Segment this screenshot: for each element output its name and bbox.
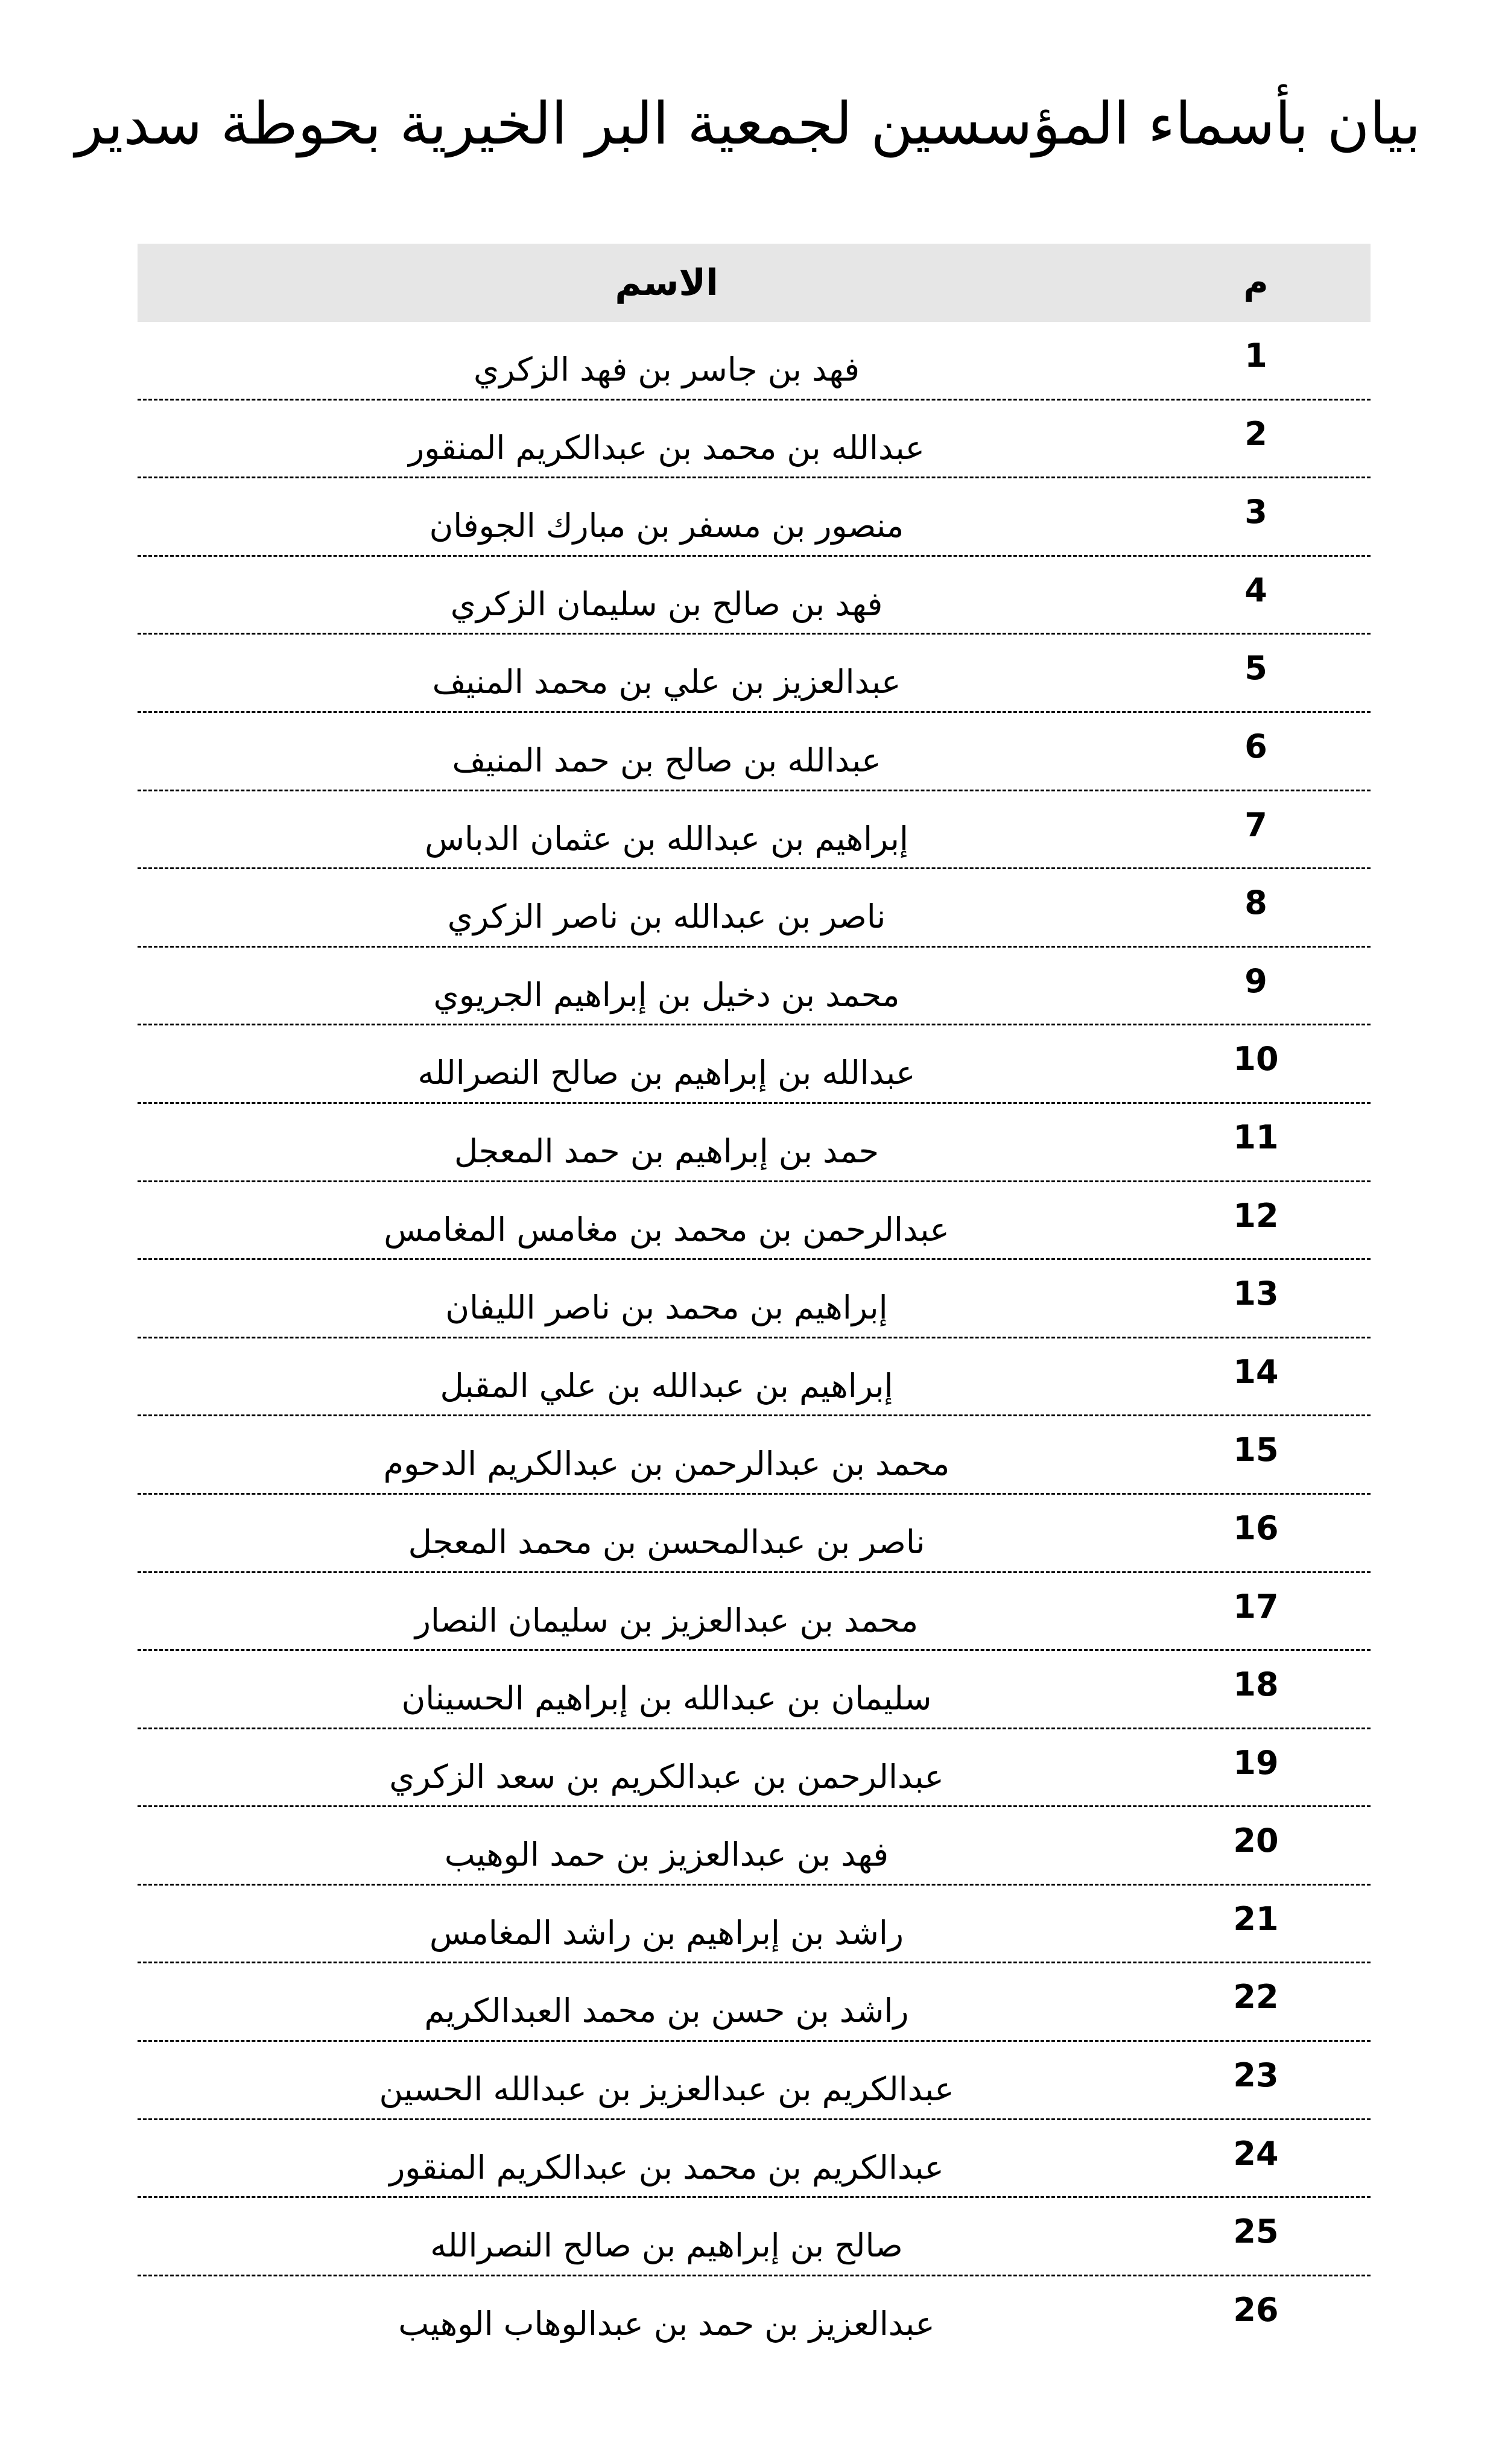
table-row	[138, 948, 1371, 1026]
table-row	[138, 1104, 1371, 1182]
row-number: 24	[1233, 2134, 1279, 2173]
row-name: إبراهيم بن محمد بن ناصر الليفان	[445, 1288, 888, 1327]
row-name: عبدالعزيز بن حمد بن عبدالوهاب الوهيب	[398, 2304, 935, 2343]
table-row	[138, 1260, 1371, 1338]
row-name: عبدالله بن صالح بن حمد المنيف	[452, 741, 881, 779]
row-name: فهد بن جاسر بن فهد الزكري	[473, 350, 860, 388]
row-name: إبراهيم بن عبدالله بن عثمان الدباس	[425, 819, 908, 858]
table-row	[138, 1182, 1371, 1261]
row-number: 20	[1233, 1822, 1279, 1860]
table-row	[138, 322, 1371, 401]
row-number: 13	[1233, 1275, 1279, 1313]
table-row	[138, 478, 1371, 557]
row-name: محمد بن دخيل بن إبراهيم الجريوي	[433, 975, 900, 1014]
table-row	[138, 1495, 1371, 1573]
row-name: ناصر بن عبدالمحسن بن محمد المعجل	[408, 1522, 925, 1561]
row-number: 14	[1233, 1352, 1279, 1391]
column-header-name: الاسم	[615, 262, 718, 304]
row-name: عبدالرحمن بن عبدالكريم بن سعد الزكري	[389, 1757, 944, 1796]
row-name: فهد بن عبدالعزيز بن حمد الوهيب	[444, 1835, 889, 1874]
table-body	[138, 322, 1371, 2354]
row-name: عبدالكريم بن محمد بن عبدالكريم المنقور	[389, 2148, 944, 2187]
row-name: حمد بن إبراهيم بن حمد المعجل	[454, 1132, 879, 1170]
row-number: 16	[1233, 1509, 1279, 1547]
table-row	[138, 713, 1371, 791]
row-name: راشد بن حسن بن محمد العبدالكريم	[424, 1992, 909, 2030]
table-row	[138, 2120, 1371, 2199]
table-row	[138, 2198, 1371, 2276]
row-name: إبراهيم بن عبدالله بن علي المقبل	[440, 1366, 893, 1405]
row-name: عبدالله بن محمد بن عبدالكريم المنقور	[408, 428, 925, 467]
row-number: 3	[1244, 493, 1267, 531]
column-header-number: م	[1243, 263, 1269, 302]
row-name: فهد بن صالح بن سليمان الزكري	[450, 584, 883, 623]
row-number: 18	[1233, 1665, 1279, 1704]
table-row	[138, 1338, 1371, 1417]
row-name: منصور بن مسفر بن مبارك الجوفان	[429, 507, 904, 545]
row-number: 1	[1244, 337, 1267, 375]
row-number: 4	[1244, 571, 1267, 609]
table-row	[138, 401, 1371, 479]
row-number: 9	[1244, 961, 1267, 1000]
table-row	[138, 557, 1371, 635]
table-row	[138, 1651, 1371, 1729]
row-number: 8	[1244, 884, 1267, 922]
row-name: عبدالعزيز بن علي بن محمد المنيف	[432, 663, 901, 702]
founders-table	[138, 244, 1371, 2354]
table-row	[138, 1573, 1371, 1652]
row-name: عبدالكريم بن عبدالعزيز بن عبدالله الحسين	[379, 2070, 954, 2109]
table-row	[138, 2042, 1371, 2120]
row-number: 6	[1244, 727, 1267, 765]
row-number: 7	[1244, 805, 1267, 844]
row-name: سليمان بن عبدالله بن إبراهيم الحسينان	[401, 1679, 932, 1718]
row-number: 26	[1233, 2290, 1279, 2329]
table-row	[138, 1416, 1371, 1495]
row-name: صالح بن إبراهيم بن صالح النصرالله	[430, 2226, 903, 2265]
table-row	[138, 1729, 1371, 1808]
row-number: 22	[1233, 1978, 1279, 2016]
table-row	[138, 791, 1371, 870]
row-number: 25	[1233, 2212, 1279, 2251]
row-name: عبدالله بن إبراهيم بن صالح النصرالله	[417, 1054, 916, 1092]
table-row	[138, 1025, 1371, 1104]
table-row	[138, 869, 1371, 948]
row-number: 2	[1244, 414, 1267, 453]
row-number: 17	[1233, 1587, 1279, 1626]
page-title: بيان بأسماء المؤسسين لجمعية البر الخيرية بحوطة سدير	[75, 90, 1421, 157]
table-header	[138, 244, 1371, 322]
row-name: محمد بن عبدالعزيز بن سليمان النصار	[414, 1601, 919, 1639]
row-number: 5	[1244, 649, 1267, 688]
table-row	[138, 1963, 1371, 2042]
row-number: 19	[1233, 1743, 1279, 1782]
table-row	[138, 1807, 1371, 1886]
row-number: 12	[1233, 1196, 1279, 1235]
table-row	[138, 635, 1371, 713]
row-name: راشد بن إبراهيم بن راشد المغامس	[429, 1913, 904, 1952]
table-row	[138, 1886, 1371, 1964]
row-number: 21	[1233, 1899, 1279, 1938]
row-name: عبدالرحمن بن محمد بن مغامس المغامس	[384, 1210, 949, 1249]
row-number: 11	[1233, 1118, 1279, 1156]
row-number: 15	[1233, 1431, 1279, 1469]
row-name: محمد بن عبدالرحمن بن عبدالكريم الدحوم	[383, 1445, 950, 1483]
row-number: 23	[1233, 2056, 1279, 2095]
row-number: 10	[1233, 1040, 1279, 1078]
row-name: ناصر بن عبدالله بن ناصر الزكري	[447, 898, 886, 936]
table-row	[138, 2276, 1371, 2355]
